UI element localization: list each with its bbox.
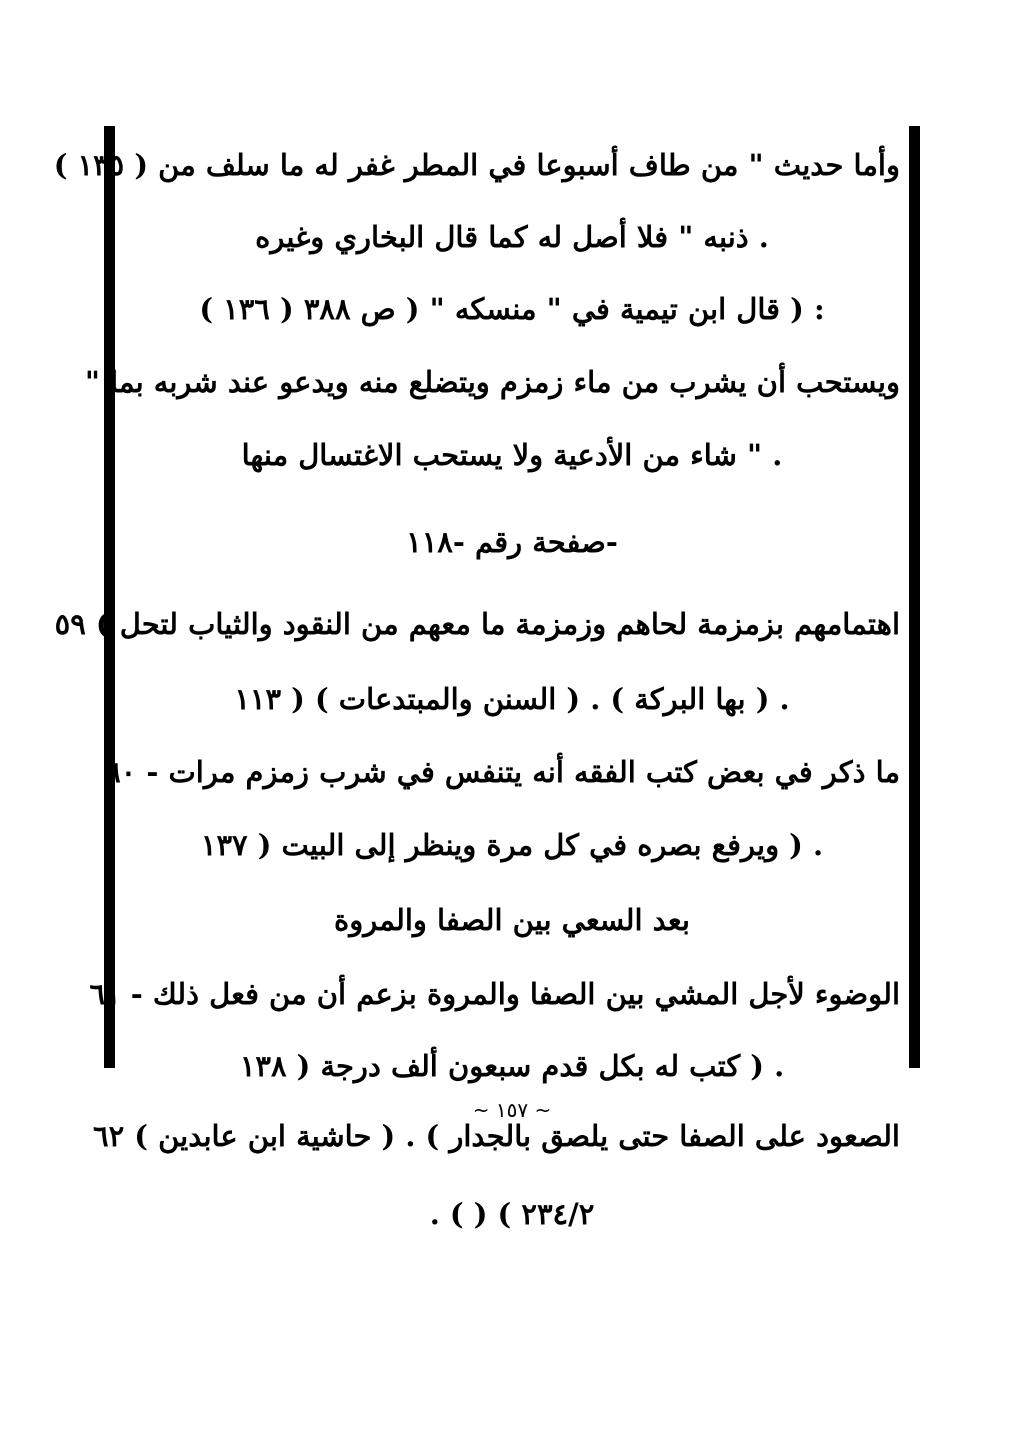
text-line-1: وأما حديث " من طاف أسبوعا في المطر غفر له ما سلف من ( ١٣٥ ) xyxy=(53,148,900,182)
page-number: ~ ١٥٧ ~ xyxy=(472,1098,552,1122)
text-line-7: اهتمامهم بزمزمة لحاهم وزمزمة ما معهم من النقود والثياب لتحل ) ٥٩ xyxy=(54,607,900,641)
text-line-14: الصعود على الصفا حتى يلصق بالجدار ) . ( حاشية ابن عابدين ) ٦٢ xyxy=(93,1119,900,1153)
text-line-5: . " شاء من الأدعية ولا يستحب الاغتسال منها xyxy=(241,438,783,472)
text-line-12: الوضوء لأجل المشي بين الصفا والمروة بزعم أن من فعل ذلك - ٦١ xyxy=(89,977,900,1011)
text-line-15: . ( ) ( ٢٣٤/٢ xyxy=(429,1197,595,1231)
text-line-10: . ( ويرفع بصره في كل مرة وينظر إلى البيت ( ١٣٧ xyxy=(200,828,824,862)
text-line-4: ويستحب أن يشرب من ماء زمزم ويتضلع منه ويدعو عند شربه بما " xyxy=(84,365,900,399)
text-line-8: . ( بها البركة ) . ( السنن والمبتدعات ) ( ١١٣ xyxy=(234,682,790,716)
right-border-bar xyxy=(909,126,920,1068)
text-line-3: : ( قال ابن تيمية في " منسكه " ( ص ٣٨٨ ( ١٣٦ ) xyxy=(199,292,825,326)
text-line-6: -صفحة رقم -١١٨ xyxy=(406,525,618,559)
text-line-11: بعد السعي بين الصفا والمروة xyxy=(334,903,690,937)
text-line-2: . ذنبه " فلا أصل له كما قال البخاري وغيره xyxy=(255,220,769,254)
text-line-9: ما ذكر في بعض كتب الفقه أنه يتنفس في شرب زمزم مرات - ٦٠ xyxy=(105,755,900,789)
text-line-13: . ( كتب له بكل قدم سبعون ألف درجة ( ١٣٨ xyxy=(239,1049,785,1083)
